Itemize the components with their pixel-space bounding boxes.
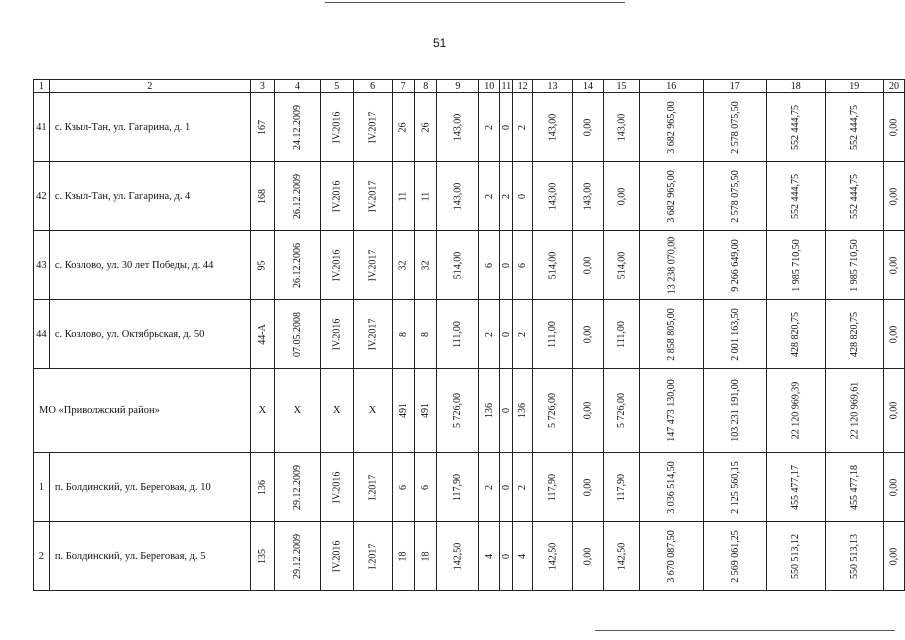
table-cell-text: 111,00 [546, 320, 558, 348]
total-cell-text: 5 726,00 [547, 393, 558, 428]
total-cell-text: 22 120 969,61 [848, 381, 860, 440]
table-cell-text: 514,00 [616, 251, 627, 279]
bottom-scan-line [595, 630, 895, 631]
table-cell-text: IV.2016 [331, 249, 343, 281]
table-cell [437, 300, 479, 369]
table-cell-text: 2 [483, 124, 495, 130]
table-cell-text: 143,00 [582, 182, 594, 210]
table-cell-text: 514,00 [452, 251, 464, 279]
table-cell-text: 0,00 [616, 187, 627, 205]
table-cell [353, 162, 392, 231]
table-cell-text: 8 [397, 331, 409, 337]
table-cell [500, 453, 513, 522]
table-cell-text: 167 [256, 119, 268, 135]
table-cell-text: 2 [483, 193, 495, 199]
total-cell [513, 369, 533, 453]
total-row [34, 369, 905, 453]
table-cell-text: 26 [397, 122, 409, 132]
table-cell [274, 231, 320, 300]
table-cell [573, 300, 604, 369]
table-cell [884, 300, 905, 369]
table-cell-text: 6 [420, 484, 432, 490]
table-cell-text: 32 [397, 260, 409, 270]
table-cell [437, 231, 479, 300]
table-cell [500, 93, 513, 162]
table-cell [274, 93, 320, 162]
page-number: 51 [433, 36, 447, 50]
column-header: 1 [34, 80, 50, 93]
table-cell [884, 93, 905, 162]
table-cell [479, 453, 500, 522]
total-label: МО «Приволжский район» [34, 369, 251, 453]
table-cell-text: 552 444,75 [848, 104, 860, 150]
table-cell [500, 522, 513, 591]
total-cell [532, 369, 572, 453]
table-cell [250, 231, 274, 300]
table-cell [250, 300, 274, 369]
table-cell [250, 522, 274, 591]
table-row [34, 300, 905, 369]
table-cell-text: I.2017 [367, 543, 379, 569]
column-header: 8 [415, 80, 437, 93]
table-cell-text: 117,90 [615, 473, 627, 501]
table-cell [703, 231, 767, 300]
table-cell [767, 300, 826, 369]
table-cell [479, 162, 500, 231]
table-cell [703, 93, 767, 162]
table-cell [415, 93, 437, 162]
table-cell [532, 300, 572, 369]
table-cell-text: 13 238 070,00 [665, 236, 677, 294]
table-cell-text: 1 985 710,50 [848, 238, 860, 292]
table-cell-text: 428 820,75 [790, 311, 802, 357]
total-cell [884, 369, 905, 453]
table-cell [640, 522, 704, 591]
table-cell [274, 162, 320, 231]
total-cell: X [250, 369, 274, 453]
table-cell-text: 428 820,75 [848, 311, 860, 357]
table-cell [825, 162, 884, 231]
table-cell-text: 142,50 [452, 542, 464, 570]
total-cell [825, 369, 884, 453]
table-cell-text: 6 [517, 262, 529, 268]
table-cell-text: 143,00 [547, 113, 558, 141]
table-cell [703, 300, 767, 369]
total-cell [437, 369, 479, 453]
table-cell [573, 93, 604, 162]
table-cell-text: 143,00 [452, 182, 464, 210]
table-cell [415, 162, 437, 231]
table-cell [320, 300, 353, 369]
total-cell-text: 5 726,00 [616, 393, 627, 428]
table-cell-text: 168 [256, 188, 268, 204]
table-cell [767, 453, 826, 522]
table-cell [392, 162, 414, 231]
table-cell [532, 93, 572, 162]
table-cell-text: IV.2017 [367, 318, 379, 350]
table-cell-text: 0,00 [582, 478, 594, 496]
table-cell [640, 453, 704, 522]
table-cell-text: 29.12.2009 [291, 464, 303, 510]
table-cell-text: IV.2016 [331, 540, 343, 572]
total-cell [415, 369, 437, 453]
table-cell [392, 300, 414, 369]
total-cell: X [274, 369, 320, 453]
table-cell-text: 0,00 [582, 118, 594, 136]
total-cell [392, 369, 414, 453]
table-cell-text: 0,00 [582, 547, 594, 565]
table-cell [479, 522, 500, 591]
table-cell [825, 300, 884, 369]
address-cell: п. Болдинский, ул. Береговая, д. 10 [49, 453, 250, 522]
table-cell [479, 231, 500, 300]
table-cell [767, 522, 826, 591]
table-cell [437, 522, 479, 591]
table-cell-text: 3 682 965,00 [665, 169, 677, 223]
table-cell-text: 117,90 [452, 473, 464, 501]
table-cell-text: 2 858 805,00 [665, 307, 677, 361]
table-cell-text: 0,00 [582, 256, 594, 274]
table-row [34, 453, 905, 522]
table-cell [274, 522, 320, 591]
table-cell-text: 8 [420, 331, 432, 337]
table-cell [604, 231, 640, 300]
total-cell-text: 491 [420, 403, 432, 418]
table-cell-text: 07.05.2008 [291, 311, 303, 357]
table-cell [415, 300, 437, 369]
table-cell [767, 162, 826, 231]
table-cell [640, 300, 704, 369]
table-cell-text: 0 [500, 262, 512, 268]
row-number: 42 [34, 162, 50, 231]
table-cell-text: 0 [500, 553, 512, 559]
table-cell [884, 522, 905, 591]
table-cell [825, 453, 884, 522]
address-cell: п. Болдинский, ул. Береговая, д. 5 [49, 522, 250, 591]
row-number: 44 [34, 300, 50, 369]
table-cell [437, 162, 479, 231]
column-header: 16 [640, 80, 704, 93]
table-cell [604, 93, 640, 162]
table-cell-text: 2 569 061,25 [729, 529, 741, 583]
column-header: 5 [320, 80, 353, 93]
table-cell [703, 522, 767, 591]
table-cell [392, 93, 414, 162]
table-cell-text: 0,00 [888, 256, 900, 274]
table-cell-text: 6 [483, 262, 495, 268]
table-cell-text: 0,00 [888, 325, 900, 343]
column-header: 19 [825, 80, 884, 93]
table-cell-text: 143,00 [547, 182, 558, 210]
table-cell [513, 453, 533, 522]
table-cell-text: 2 578 075,50 [729, 100, 741, 154]
row-number: 43 [34, 231, 50, 300]
total-cell [604, 369, 640, 453]
table-cell-text: 552 444,75 [848, 173, 860, 219]
table-cell-text: 9 266 649,00 [729, 238, 741, 292]
table-cell [825, 93, 884, 162]
table-cell-text: 2 [483, 484, 495, 490]
table-cell-text: 455 477,17 [790, 464, 802, 510]
column-header: 4 [274, 80, 320, 93]
table-cell [415, 231, 437, 300]
table-cell [573, 453, 604, 522]
table-cell [573, 162, 604, 231]
table-cell [640, 231, 704, 300]
table-cell-text: 0,00 [582, 325, 594, 343]
table-cell-text: 0,00 [888, 118, 900, 136]
table-cell [573, 522, 604, 591]
total-cell: X [320, 369, 353, 453]
table-cell-text: 0 [517, 193, 529, 199]
table-cell [884, 231, 905, 300]
table-cell-text: 29.12.2009 [291, 533, 303, 579]
table-cell-text: IV.2016 [331, 318, 343, 350]
table-cell-text: 142,50 [616, 542, 627, 570]
table-cell [604, 522, 640, 591]
table-cell [274, 453, 320, 522]
table-row [34, 162, 905, 231]
total-cell-text: 147 473 130,00 [665, 379, 677, 442]
table-cell-text: 117,90 [546, 473, 558, 501]
column-header: 13 [532, 80, 572, 93]
table-cell-text: 4 [517, 553, 529, 559]
table-cell [825, 231, 884, 300]
table-cell-text: 455 477,18 [848, 464, 860, 510]
table-cell-text: 142,50 [547, 542, 558, 570]
table-cell [437, 453, 479, 522]
table-cell-text: 550 513,13 [848, 533, 860, 579]
table-cell-text: 136 [256, 479, 268, 495]
address-cell: с. Козлово, ул. Октябрьская, д. 50 [49, 300, 250, 369]
table-cell-text: 4 [483, 553, 495, 559]
table-cell [500, 162, 513, 231]
total-cell-text: 136 [517, 403, 529, 418]
table-row [34, 522, 905, 591]
data-table [33, 79, 905, 591]
column-header: 14 [573, 80, 604, 93]
table-cell [532, 162, 572, 231]
table-cell [353, 93, 392, 162]
table-cell [513, 522, 533, 591]
table-cell-text: 0,00 [888, 478, 900, 496]
total-cell-text: 22 120 969,39 [790, 381, 802, 440]
total-cell-text: 0 [500, 408, 512, 413]
table-cell [320, 522, 353, 591]
table-cell-text: 3 036 514,50 [665, 460, 677, 514]
table-cell-text: 143,00 [616, 113, 627, 141]
table-cell-text: 143,00 [452, 113, 464, 141]
table-cell-text: 0 [500, 484, 512, 490]
address-cell: с. Кзыл-Тан, ул. Гагарина, д. 1 [49, 93, 250, 162]
table-cell-text: 18 [397, 551, 409, 561]
table-cell [320, 231, 353, 300]
table-cell-text: 0,00 [888, 187, 900, 205]
table-cell [884, 162, 905, 231]
column-header: 10 [479, 80, 500, 93]
table-cell-text: 32 [420, 260, 432, 270]
table-cell [415, 453, 437, 522]
top-scan-line [325, 2, 625, 3]
total-cell [479, 369, 500, 453]
table-cell-text: 514,00 [547, 251, 558, 279]
total-cell: X [353, 369, 392, 453]
table-cell-text: 550 513,12 [790, 533, 802, 579]
column-header: 15 [604, 80, 640, 93]
table-cell-text: 135 [256, 548, 268, 564]
column-header: 11 [501, 80, 512, 92]
table-row [34, 93, 905, 162]
table-cell [479, 93, 500, 162]
table-cell [274, 300, 320, 369]
table-cell [604, 162, 640, 231]
total-cell [640, 369, 704, 453]
address-cell: с. Козлово, ул. 30 лет Победы, д. 44 [49, 231, 250, 300]
table-cell [640, 162, 704, 231]
table-cell [250, 162, 274, 231]
table-cell [353, 522, 392, 591]
table-cell-text: 2 [483, 331, 495, 337]
column-header: 18 [767, 80, 826, 93]
total-cell [767, 369, 826, 453]
total-cell-text: 136 [483, 403, 495, 418]
column-header: 12 [513, 80, 533, 93]
table-cell-text: 11 [420, 191, 432, 201]
table-cell-text: 2 [500, 193, 512, 199]
table-cell-text: 6 [397, 484, 409, 490]
table-cell [320, 93, 353, 162]
table-cell [353, 300, 392, 369]
table-cell [884, 453, 905, 522]
table-cell-text: 111,00 [452, 320, 464, 348]
column-header: 2 [49, 80, 250, 93]
row-number: 41 [34, 93, 50, 162]
table-cell [573, 231, 604, 300]
table-cell-text: 2 001 163,50 [729, 307, 741, 361]
table-cell-text: 2 [517, 331, 529, 337]
total-cell-text: 0,00 [888, 401, 900, 420]
table-cell [250, 93, 274, 162]
table-cell-text: 24.12.2009 [291, 104, 303, 150]
table-cell-text: 111,00 [615, 320, 627, 348]
total-cell-text: 5 726,00 [452, 393, 464, 428]
table-cell [353, 231, 392, 300]
column-header: 20 [884, 80, 905, 93]
row-number: 1 [34, 453, 50, 522]
table-cell-text: 0,00 [888, 547, 900, 565]
table-cell [532, 522, 572, 591]
table-cell-text: 2 [517, 124, 529, 130]
total-cell-text: 103 231 191,00 [729, 379, 741, 442]
table-cell [392, 522, 414, 591]
table-cell [500, 300, 513, 369]
table-cell-text: 2 578 075,50 [729, 169, 741, 223]
table-cell [825, 522, 884, 591]
table-cell [604, 300, 640, 369]
total-cell [500, 369, 513, 453]
table-cell [513, 231, 533, 300]
total-cell [703, 369, 767, 453]
table-cell [703, 453, 767, 522]
table-cell [392, 231, 414, 300]
total-cell-text: 0,00 [582, 401, 594, 420]
address-cell: с. Кзыл-Тан, ул. Гагарина, д. 4 [49, 162, 250, 231]
table-cell [320, 453, 353, 522]
table-cell [320, 162, 353, 231]
table-header-row [34, 80, 905, 93]
table-cell [640, 93, 704, 162]
table-cell [500, 231, 513, 300]
table-cell-text: 552 444,75 [790, 173, 802, 219]
table-cell [392, 453, 414, 522]
table-cell [767, 93, 826, 162]
column-header: 7 [392, 80, 414, 93]
table-cell-text: 11 [397, 191, 409, 201]
table-cell [513, 93, 533, 162]
table-cell [353, 453, 392, 522]
table-row [34, 231, 905, 300]
row-number: 2 [34, 522, 50, 591]
table-cell-text: 44-А [256, 323, 268, 345]
table-cell-text: 1 985 710,50 [790, 238, 802, 292]
table-cell-text: 18 [420, 551, 432, 561]
table-cell-text: IV.2016 [331, 180, 343, 212]
table-cell [415, 522, 437, 591]
column-header: 17 [703, 80, 767, 93]
table-cell [703, 162, 767, 231]
table-cell [250, 453, 274, 522]
table-cell-text: 26.12.2009 [291, 173, 303, 219]
table-cell-text: 0 [500, 124, 512, 130]
table-cell-text: 26 [420, 122, 432, 132]
table-cell-text: 95 [256, 260, 268, 270]
table-cell [513, 300, 533, 369]
table-cell-text: I.2017 [367, 474, 379, 500]
table-cell-text: IV.2016 [331, 471, 343, 503]
column-header: 6 [353, 80, 392, 93]
table-cell [532, 453, 572, 522]
total-cell [573, 369, 604, 453]
table-cell-text: IV.2017 [367, 111, 379, 143]
table-cell [513, 162, 533, 231]
table-cell [604, 453, 640, 522]
table-cell-text: 3 682 965,00 [665, 100, 677, 154]
table-cell-text: IV.2016 [331, 111, 343, 143]
table-cell-text: 2 [517, 484, 529, 490]
table-cell-text: 3 670 087,50 [665, 529, 677, 583]
table-cell [437, 93, 479, 162]
table-cell [532, 231, 572, 300]
table-cell [479, 300, 500, 369]
table-cell-text: 552 444,75 [790, 104, 802, 150]
table-cell-text: IV.2017 [367, 180, 379, 212]
table-cell-text: IV.2017 [367, 249, 379, 281]
column-header: 3 [250, 80, 274, 93]
table-cell-text: 2 125 560,15 [729, 460, 741, 514]
total-cell-text: 491 [397, 403, 409, 418]
table-cell-text: 0 [500, 331, 512, 337]
table-cell-text: 26.12.2006 [291, 242, 303, 288]
table-cell [767, 231, 826, 300]
column-header: 9 [437, 80, 479, 93]
